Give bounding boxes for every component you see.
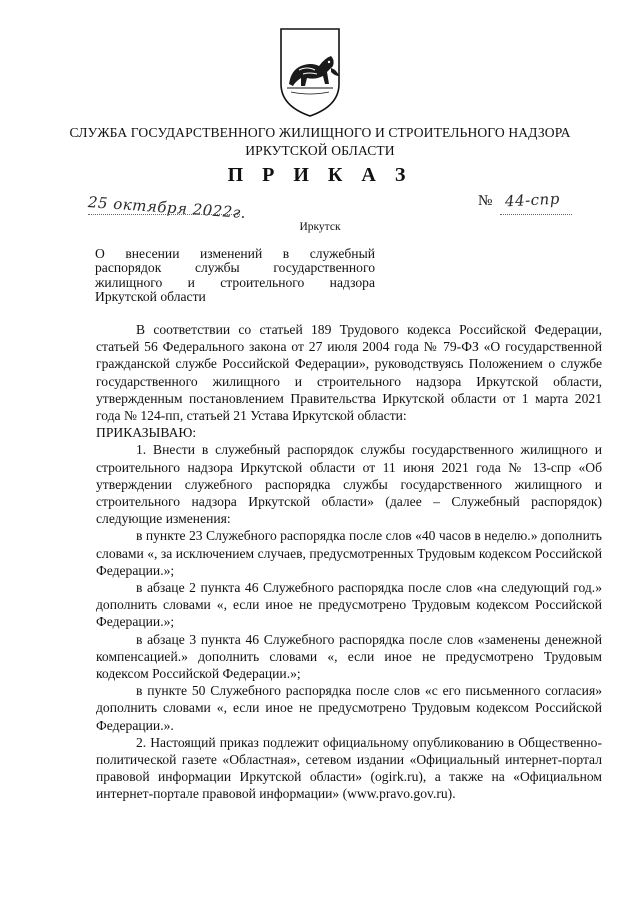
number-underline — [500, 214, 572, 215]
date-underline — [88, 214, 240, 215]
amendment-paragraph: в пункте 23 Служебного распорядка после слов «40 часов в неделю.» дополнить словами «, за исключением случаев, предусмотренных Трудовым кодексом Российской Федерации.»; — [96, 528, 602, 578]
subject-line: распорядок службы государственного — [95, 260, 375, 276]
irkutsk-coat-of-arms-icon — [277, 26, 343, 118]
document-body — [96, 321, 602, 803]
subject-line: О внесении изменений в служебный — [95, 246, 375, 261]
number-sign: № — [478, 193, 493, 209]
handwritten-document-number: 44-спр — [504, 189, 561, 211]
org-name-line2: ИРКУТСКОЙ ОБЛАСТИ — [245, 143, 395, 158]
subject-line: Иркутской области — [95, 289, 206, 305]
amendment-paragraph: в абзаце 2 пункта 46 Служебного распорядка после слов «на следующий год.» дополнить словами «, если иное не предусмотрено Трудовым кодексом Российской Федерации.»; — [96, 580, 602, 630]
subject-block — [95, 247, 375, 305]
handwritten-date: 25 октября 2022г. — [87, 193, 247, 223]
amendment-paragraph: в абзаце 3 пункта 46 Служебного распорядка после слов «заменены денежной компенсацией.» дополнить словами «, если иное не предусмотрено Трудовым кодексом Российской Федерации.»; — [96, 631, 602, 682]
clause-1-paragraph: 1. Внести в служебный распорядок службы государственного жилищного и строительного надзора Иркутской области от 11 июня 2021 года № 13-спр «Об утверждении служебного распорядка службы государственного жилищного и строительного надзора Иркутской области» (далее – Служебный распорядок) следующие изменения: — [96, 442, 602, 527]
clause-2-paragraph: 2. Настоящий приказ подлежит официальному опубликованию в Общественно-политической газете «Областная», сетевом издании «Официальный интернет-портал правовой информации Иркутской области» (ogirk.ru), а также на «Официальном интернет-портале правовой информации» (www.pravo.gov.ru). — [96, 734, 602, 802]
subject-line: жилищного и строительного надзора — [95, 274, 375, 290]
city-label: Иркутск — [299, 221, 341, 233]
order-keyword: ПРИКАЗЫВАЮ: — [96, 425, 197, 441]
org-name-line1: СЛУЖБА ГОСУДАРСТВЕННОГО ЖИЛИЩНОГО И СТРОИТЕЛЬНОГО НАДЗОРА — [69, 125, 571, 140]
preamble-paragraph: В соответствии со статьей 189 Трудового кодекса Российской Федерации, статьей 56 Федерального закона от 27 июля 2004 года № 79-ФЗ «О государственной гражданской службе Российской Федерации», руководствуясь Положением о службе государственного жилищного и строительного надзора Иркутской области, утвержденным постановлением Правительства Иркутской области от 1 марта 2021 года № 124-пп, статьей 21 Устава Иркутской области: — [96, 322, 602, 424]
amendment-paragraph: в пункте 50 Служебного распорядка после слов «с его письменного согласия» дополнить словами «, если иное не предусмотрено Трудовым кодексом Российской Федерации.». — [96, 683, 602, 733]
document-type-title: П Р И К А З — [227, 164, 413, 186]
